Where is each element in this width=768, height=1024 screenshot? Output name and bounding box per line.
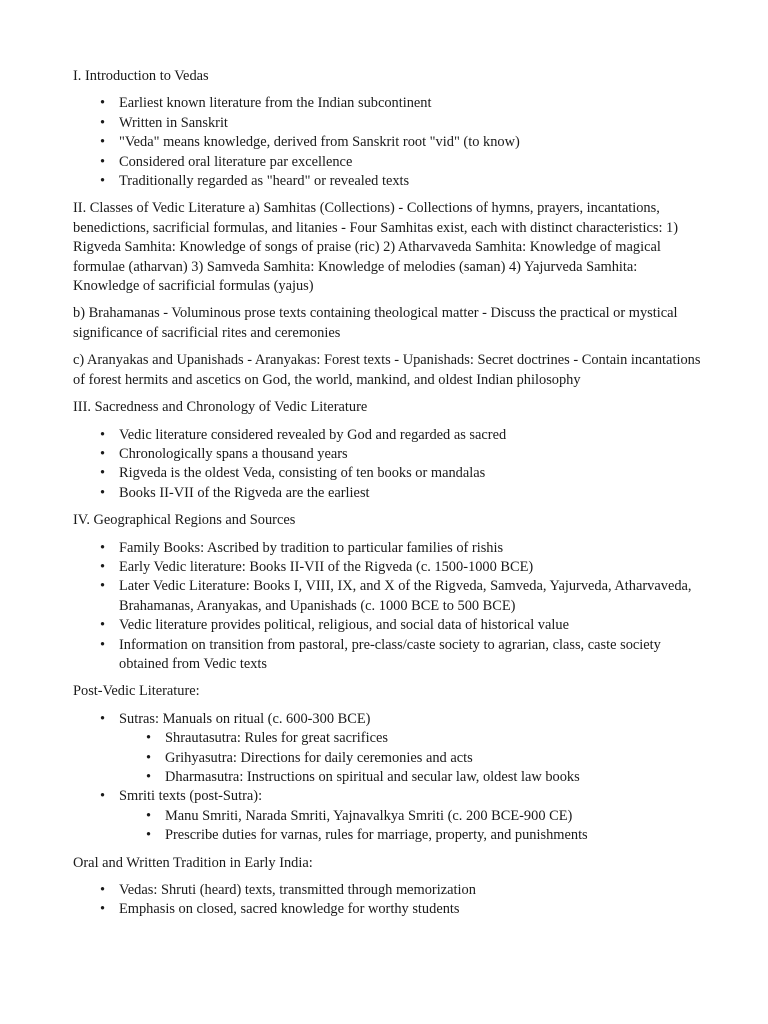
section-heading-intro: I. Introduction to Vedas <box>73 68 209 84</box>
sub-list-item: • Grihyasutra: Directions for daily ceremonies and acts <box>119 749 703 768</box>
sub-list-item: • Dharmasutra: Instructions on spiritual and secular law, oldest law books <box>119 768 703 787</box>
sub-list-item: • Shrautasutra: Rules for great sacrifices <box>119 729 703 748</box>
list-item: • Family Books: Ascribed by tradition to particular families of rishis <box>73 539 703 558</box>
list-item: • "Veda" means knowledge, derived from Sanskrit root "vid" (to know) <box>73 133 703 152</box>
document-page <box>73 67 703 928</box>
list-item-sutras <box>73 710 703 788</box>
list-item: • Books II-VII of the Rigveda are the earliest <box>73 484 703 503</box>
sub-list-item: • Prescribe duties for varnas, rules for marriage, property, and punishments <box>119 826 703 845</box>
section-heading-regions: IV. Geographical Regions and Sources <box>73 512 296 529</box>
section-heading-sacredness: III. Sacredness and Chronology of Vedic Literature <box>73 399 368 416</box>
sacredness-list <box>73 426 703 504</box>
list-item: • Rigveda is the oldest Veda, consisting of ten books or mandalas <box>73 464 703 483</box>
list-item-smriti <box>73 787 703 845</box>
classes-paragraph-a: II. Classes of Vedic Literature a) Samhitas (Collections) - Collections of hymns, prayers, incantations, benedictions, sacrificial formulas, and litanies - Four Samhitas exist, each with distinct characteristics: 1) Rigveda Samhita: Knowledge of songs of praise (ric) 2) Atharvaveda Samhita: Knowledge of magical formulae (atharvan) 3) Samveda Samhita: Knowledge of melodies (saman) 4) Yajurveda Samhita: Knowledge of sacrificial formulas (yajus) <box>73 200 679 295</box>
classes-paragraph-b: b) Brahamanas - Voluminous prose texts containing theological matter - Discuss the practical or mystical significance of sacrificial rites and ceremonies <box>73 305 678 341</box>
list-item: • Traditionally regarded as "heard" or revealed texts <box>73 172 703 191</box>
list-item: • Vedas: Shruti (heard) texts, transmitted through memorization <box>73 881 703 900</box>
list-item: • Vedic literature considered revealed by God and regarded as sacred <box>73 426 703 445</box>
intro-list <box>73 94 703 191</box>
section-heading-oral: Oral and Written Tradition in Early India: <box>73 854 313 871</box>
list-item: • Vedic literature provides political, religious, and social data of historical value <box>73 616 703 635</box>
section-heading-post-vedic: Post-Vedic Literature: <box>73 683 200 700</box>
list-item-label: Smriti texts (post-Sutra): <box>119 788 263 805</box>
sub-list-item: • Manu Smriti, Narada Smriti, Yajnavalkya Smriti (c. 200 BCE-900 CE) <box>119 807 703 826</box>
list-item: • Considered oral literature par excellence <box>73 153 703 172</box>
list-item: • Chronologically spans a thousand years <box>73 445 703 464</box>
smriti-sublist <box>119 807 703 846</box>
list-item: • Early Vedic literature: Books II-VII of the Rigveda (c. 1500-1000 BCE) <box>73 558 703 577</box>
list-item: • Later Vedic Literature: Books I, VIII, IX, and X of the Rigveda, Samveda, Yajurveda, Atharvaveda, Brahamanas, Aranyakas, and Upanishads (c. 1000 BCE to 500 BCE) <box>73 577 703 616</box>
list-item: • Written in Sanskrit <box>73 114 703 133</box>
list-item-label: Sutras: Manuals on ritual (c. 600-300 BCE) <box>119 710 371 727</box>
list-item: • Emphasis on closed, sacred knowledge for worthy students <box>73 900 703 919</box>
classes-paragraph-c: c) Aranyakas and Upanishads - Aranyakas: Forest texts - Upanishads: Secret doctrines - Contain incantations of forest hermits and ascetics on God, the world, mankind, and oldest Indian philosophy <box>73 352 701 388</box>
sutras-sublist <box>119 729 703 787</box>
list-item: • Information on transition from pastoral, pre-class/caste society to agrarian, class, caste society obtained from Vedic texts <box>73 636 703 675</box>
post-vedic-list <box>73 710 703 846</box>
regions-list <box>73 539 703 675</box>
oral-list <box>73 881 703 920</box>
list-item: • Earliest known literature from the Indian subcontinent <box>73 94 703 113</box>
